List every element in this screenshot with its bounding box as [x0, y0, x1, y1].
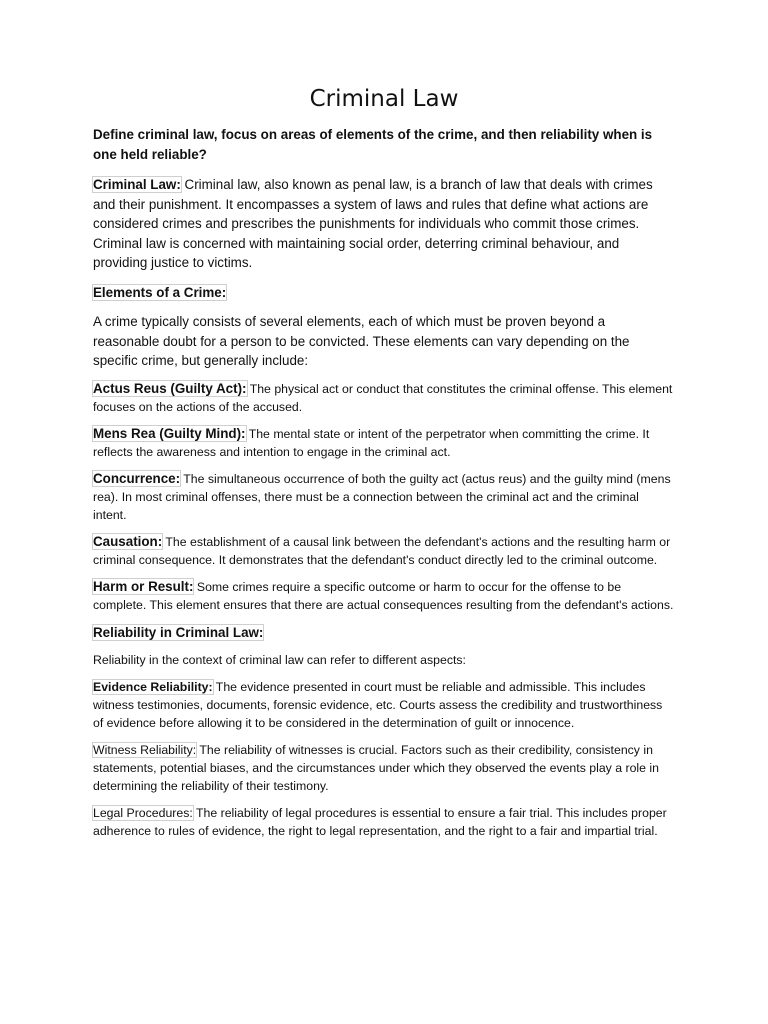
element-text: The simultaneous occurrence of both the guilty act (actus reus) and the guilty mind (mens rea). In most criminal offenses, there must be a connection between the criminal act and the criminal intent.: [93, 471, 671, 522]
reliability-label: Legal Procedures:: [93, 806, 193, 820]
element-actus-reus: [93, 380, 675, 416]
reliability-intro: Reliability in the context of criminal law can refer to different aspects:: [93, 653, 466, 667]
element-mens-rea: [93, 425, 675, 461]
elements-heading-paragraph: [93, 283, 675, 303]
element-text: Some crimes require a specific outcome or harm to occur for the offense to be complete. This element ensures that there are actual consequences resulting from the defendant's actions.: [93, 579, 674, 612]
reliability-text: The reliability of legal procedures is essential to ensure a fair trial. This includes proper adherence to rules of evidence, the right to legal representation, and the right to a fair and impartial trial.: [93, 806, 667, 838]
criminal-law-paragraph: [93, 175, 675, 273]
document-body: [93, 125, 675, 849]
element-label: Harm or Result:: [93, 578, 194, 594]
element-label: Actus Reus (Guilty Act):: [93, 380, 247, 396]
criminal-law-label: Criminal Law:: [93, 177, 181, 192]
question-text: Define criminal law, focus on areas of elements of the crime, and then reliability when is one held reliable?: [93, 127, 653, 162]
reliability-text: The evidence presented in court must be reliable and admissible. This includes witness testimonies, documents, forensic evidence, etc. Courts assess the credibility and trustworthiness of evidence before allowing it to be considered in the determination of guilt or innocence.: [93, 680, 663, 730]
reliability-text: The reliability of witnesses is crucial. Factors such as their credibility, consistency in statements, potential biases, and the circumstances under which they observed the events play a role in determining the reliability of their testimony.: [93, 743, 659, 793]
reliability-label: Witness Reliability:: [93, 743, 197, 757]
reliability-heading: Reliability in Criminal Law:: [93, 624, 264, 640]
reliability-heading-paragraph: [93, 623, 675, 643]
element-text: The establishment of a causal link between the defendant's actions and the resulting harm or criminal consequence. It demonstrates that the defendant's conduct directly led to the criminal outcome.: [93, 534, 671, 567]
element-harm-result: [93, 578, 675, 614]
elements-heading: Elements of a Crime:: [93, 284, 227, 300]
elements-intro: A crime typically consists of several elements, each of which must be proven beyond a reasonable doubt for a person to be convicted. These elements can vary depending on the specific crime, but generally include:: [93, 314, 630, 368]
reliability-evidence: [93, 678, 675, 732]
page-title: Criminal Law: [309, 86, 459, 112]
criminal-law-text: Criminal law, also known as penal law, is a branch of law that deals with crimes and their punishment. It encompasses a system of laws and rules that define what actions are considered crimes and prescribes the punishments for individuals who commit those crimes. Criminal law is concerned with maintaining social order, deterring criminal behaviour, and providing justice to victims.: [93, 177, 653, 270]
reliability-label: Evidence Reliability:: [93, 680, 213, 694]
element-label: Mens Rea (Guilty Mind):: [93, 425, 246, 441]
element-label: Concurrence:: [93, 470, 181, 486]
element-label: Causation:: [93, 533, 163, 549]
element-text: The mental state or intent of the perpetrator when committing the crime. It reflects the awareness and intention to engage in the criminal act.: [93, 426, 650, 459]
element-causation: [93, 533, 675, 569]
reliability-legal-procedures: [93, 804, 675, 840]
element-text: The physical act or conduct that constitutes the criminal offense. This element focuses on the actions of the accused.: [93, 381, 673, 414]
element-concurrence: [93, 470, 675, 524]
reliability-witness: [93, 741, 675, 795]
